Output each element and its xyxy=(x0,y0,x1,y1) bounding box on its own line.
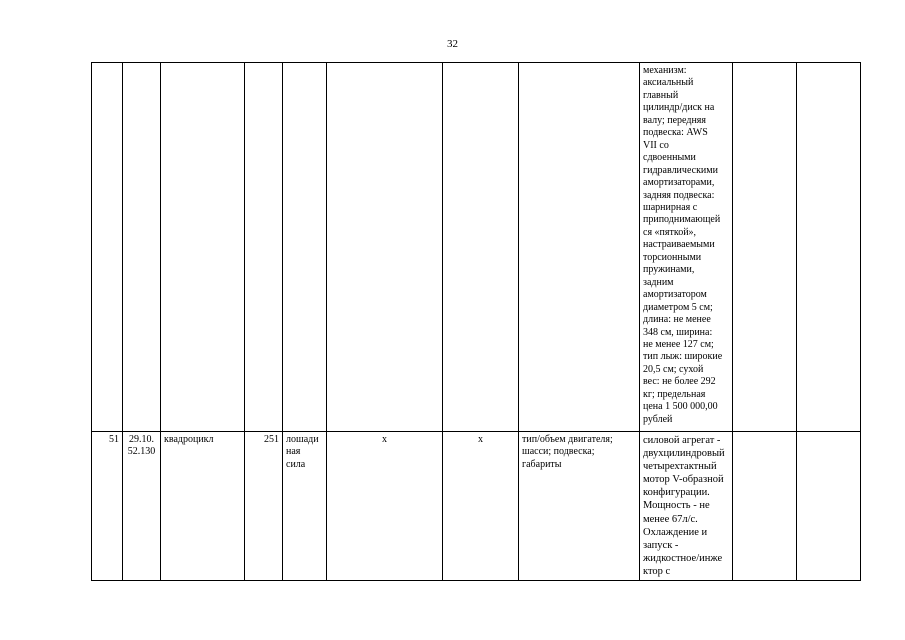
requirement-cell xyxy=(443,63,519,432)
characteristics-cell xyxy=(519,63,640,432)
table-row xyxy=(92,432,861,581)
unit-code-cell xyxy=(245,63,283,432)
description-cell xyxy=(640,432,733,581)
extra-cell xyxy=(733,63,797,432)
page-number: 32 xyxy=(447,38,458,50)
okpd-code-cell xyxy=(123,63,161,432)
table-row xyxy=(92,63,861,432)
item-name-cell: квадроцикл xyxy=(161,432,245,581)
unit-code-cell: 251 xyxy=(245,432,283,581)
unit-name-cell: лошади ная сила xyxy=(283,432,327,581)
requirement-cell: х xyxy=(443,432,519,581)
item-name-cell xyxy=(161,63,245,432)
row-number-cell: 51 xyxy=(92,432,123,581)
description-cell xyxy=(640,63,733,432)
requirement-cell: х xyxy=(327,432,443,581)
requirement-cell xyxy=(327,63,443,432)
extra-cell xyxy=(733,432,797,581)
okpd-code-cell: 29.10. 52.130 xyxy=(123,432,161,581)
procurement-table xyxy=(91,62,861,581)
characteristics-cell: тип/объем двигателя; шасси; подвеска; габариты xyxy=(519,432,640,581)
extra-cell xyxy=(797,63,861,432)
description-text: силовой агрегат - двухцилиндровый четырехтактный мотор V-образной конфигурации. Мощность - не менее 67л/с. Охлаждение и запуск - жидкостное/инже ктор с xyxy=(643,435,725,577)
row-number-cell xyxy=(92,63,123,432)
extra-cell xyxy=(797,432,861,581)
unit-name-cell xyxy=(283,63,327,432)
description-text: механизм: аксиальный главный цилиндр/диск на валу; передняя подвеска: AWS VII со сдвоенными гидравлическими амортизаторами, задняя подвеска: шарнирная с приподнимающей ся «пяткой», настраиваемыми торсионными пружинами, задним амортизатором диаметром 5 см; длина: не менее 348 см, ширина: не менее 127 см; тип лыж: широкие 20,5 см; сухой вес: не более 292 кг; предельная цена 1 500 000,00 рублей xyxy=(643,65,723,425)
